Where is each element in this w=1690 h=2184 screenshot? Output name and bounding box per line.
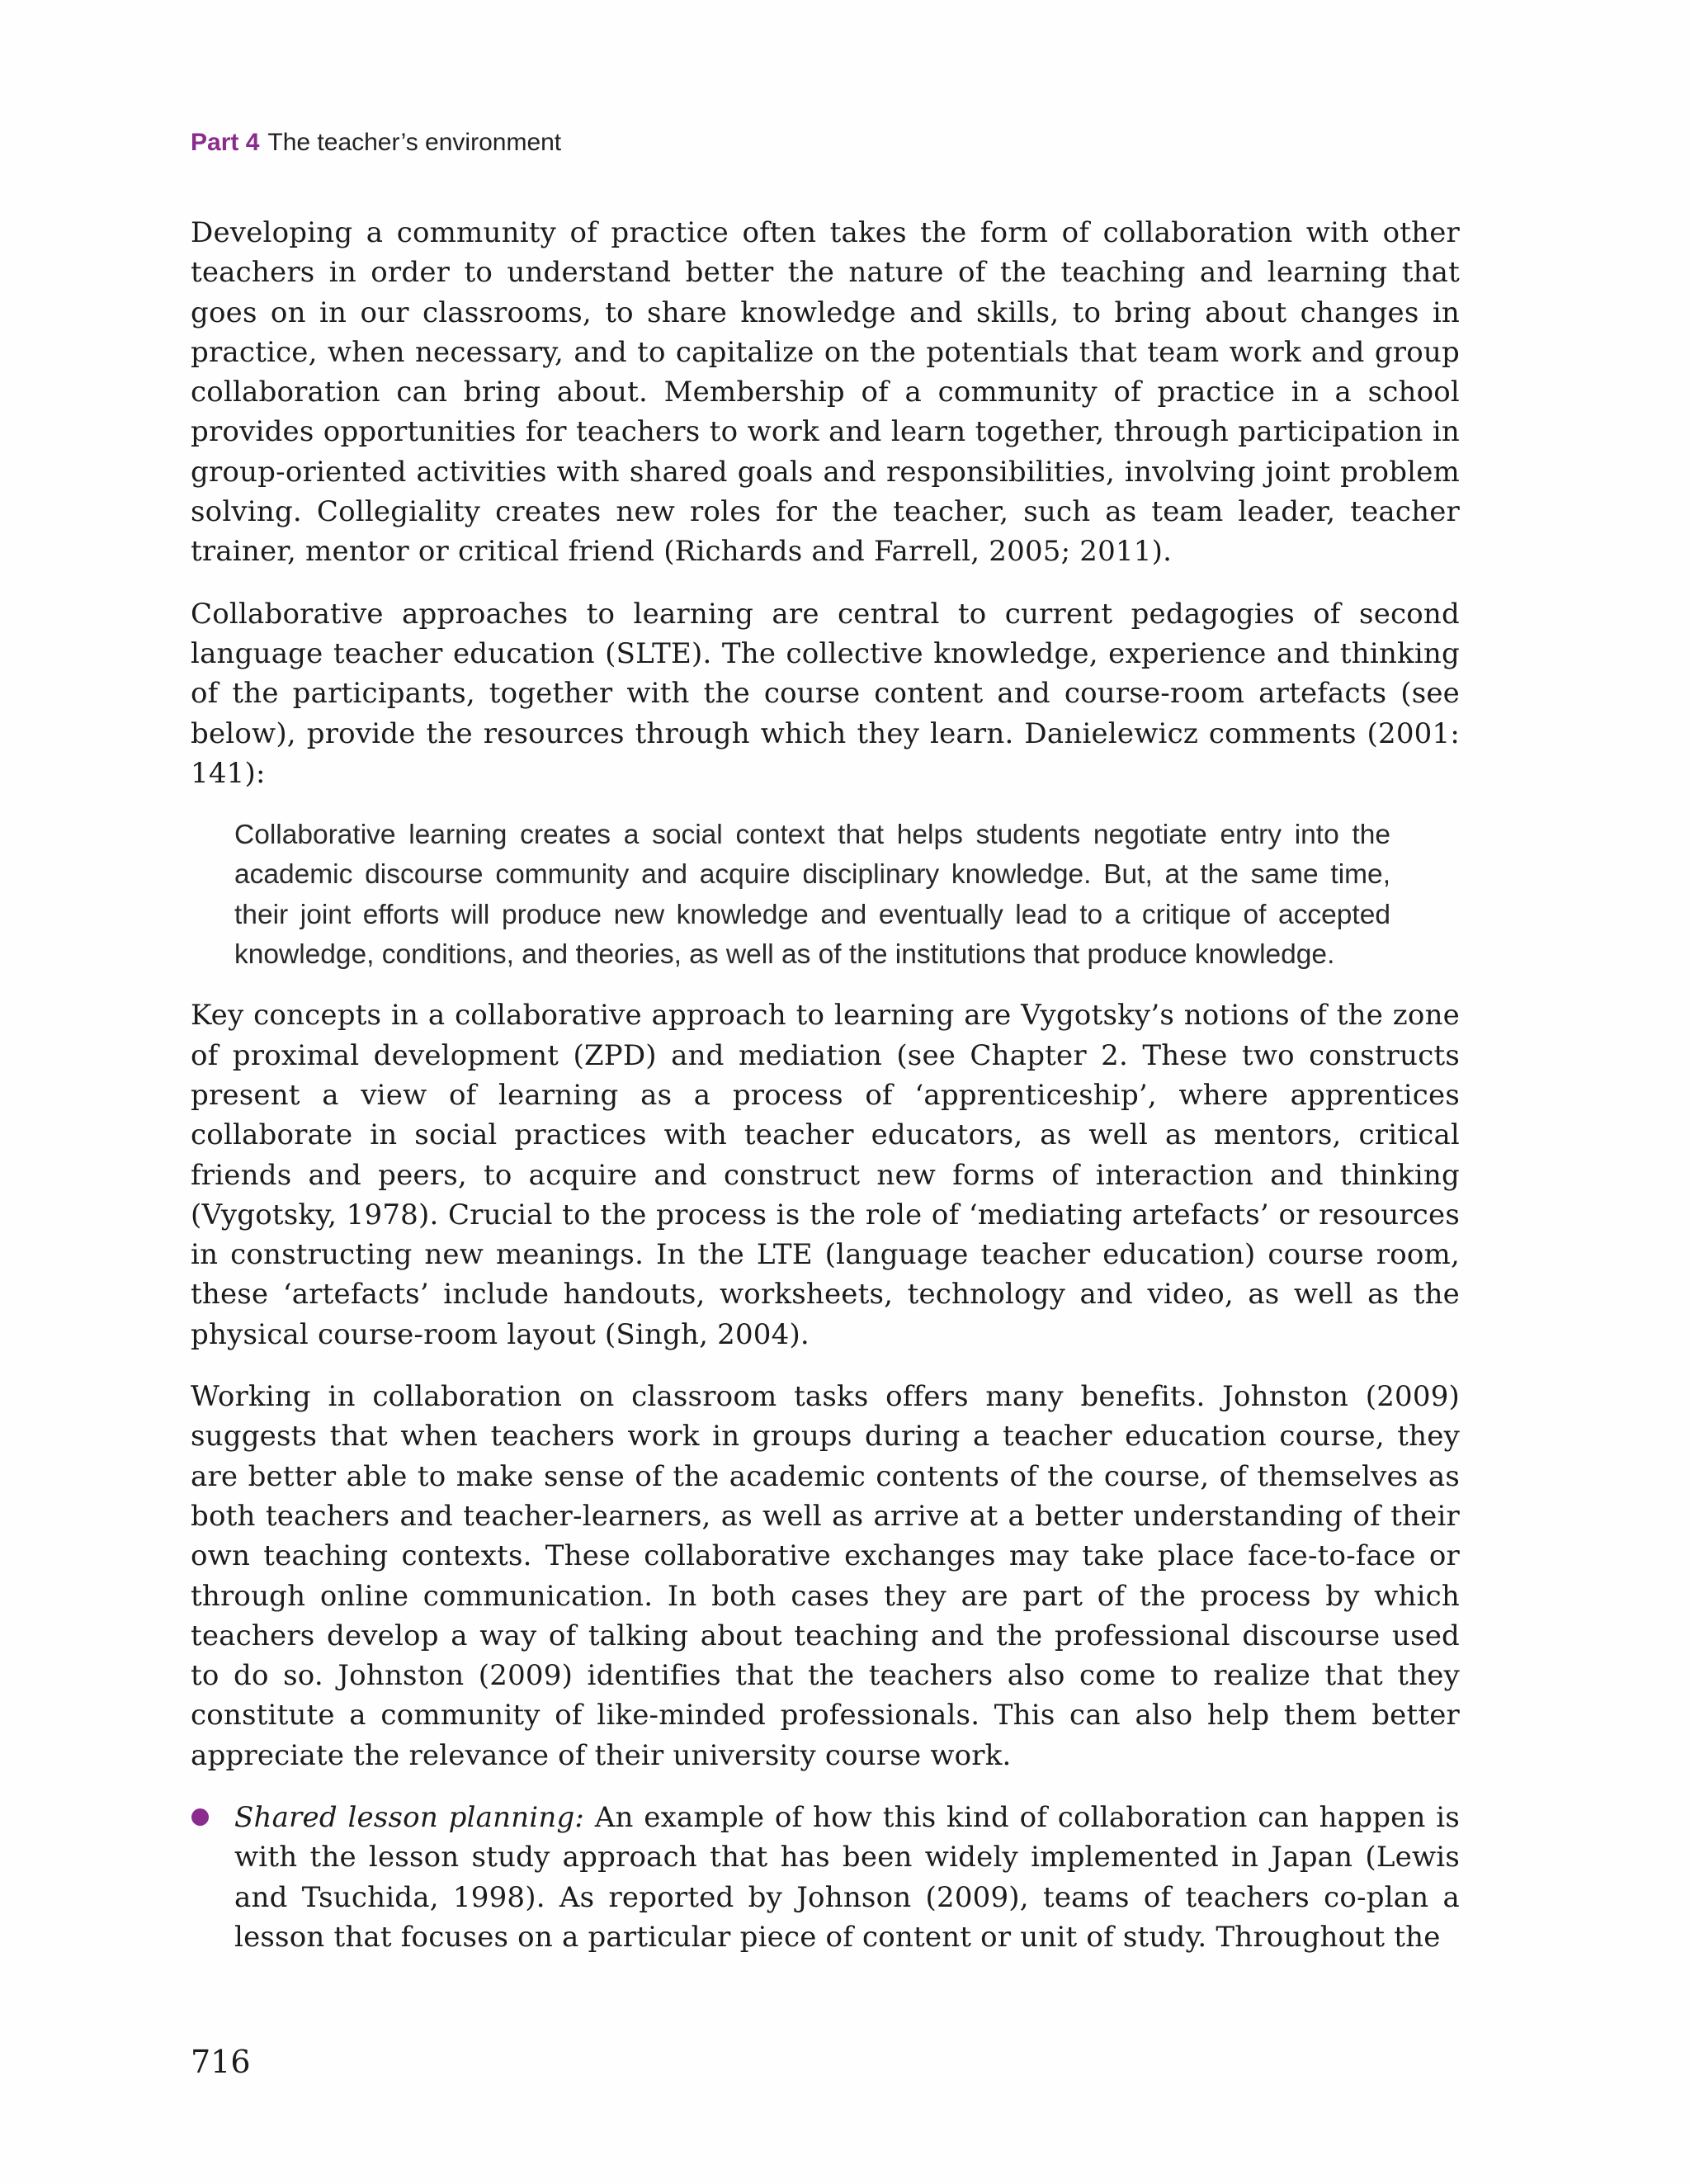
bullet-dot-icon bbox=[191, 1808, 209, 1826]
paragraph-key-concepts: Key concepts in a collaborative approach to learning are Vygotsky’s notions of the zone of proximal development (ZPD) and mediation (see Chapter 2. These two constructs present a view of learning as a process of ‘apprenticeship’, where apprentices collaborate in social practices with teacher educators, as well as mentors, critical friends and peers, to acquire and construct new forms of interaction and thinking (Vygotsky, 1978). Crucial to the process is the role of ‘mediating artefacts’ or resources in constructing new meanings. In the LTE (language teacher education) course room, these ‘artefacts’ include handouts, worksheets, technology and video, as well as the physical course-room layout (Singh, 2004). bbox=[191, 999, 1460, 1351]
body-text bbox=[191, 213, 1460, 1979]
paragraph-collaborative-approaches: Collaborative approaches to learning are central to current pedagogies of second language teacher education (SLTE). The collective knowledge, experience and thinking of the participants, together with the course content and course-room artefacts (see below), provide the resources through which they learn. Danielewicz comments (2001: 141): bbox=[191, 597, 1460, 790]
part-title: The teacher’s environment bbox=[267, 129, 562, 156]
paragraph-community-of-practice: Developing a community of practice often takes the form of collaboration with other teachers in order to understand better the nature of the teaching and learning that goes on in our classrooms, to share knowledge and skills, to bring about changes in practice, when necessary, and to capitalize on the potentials that team work and group collaboration can bring about. Membership of a community of practice in a school provides opportunities for teachers to work and learn together, through participation in group-oriented activities with shared goals and responsibilities, involving joint problem solving. Collegiality creates new roles for the teacher, such as team leader, teacher trainer, mentor or critical friend (Richards and Farrell, 2005; 2011). bbox=[191, 216, 1460, 569]
part-label: Part 4 bbox=[191, 129, 260, 156]
bullet-lead-text: Shared lesson planning: bbox=[234, 1800, 585, 1834]
bullet-item-shared-lesson-planning bbox=[191, 1798, 1460, 1957]
running-head bbox=[191, 129, 561, 157]
block-quote-danielewicz: Collaborative learning creates a social context that helps students negotiate entry into the academic discourse community and acquire disciplinary knowledge. But, at the same time, their joint efforts will produce new knowledge and eventually lead to a critique of accepted knowledge, conditions, and theories, as well as of the institutions that produce knowledge. bbox=[234, 820, 1390, 971]
bullet-body-text: An example of how this kind of collaboration can happen is with the lesson study approach that has been widely implemented in Japan (Lewis and Tsuchida, 1998). As reported by Johnson (2009), teams of teachers co-plan a lesson that focuses on a particular piece of content or unit of study. Throughout the bbox=[234, 1800, 1460, 1954]
paragraph-working-in-collaboration: Working in collaboration on classroom tasks offers many benefits. Johnston (2009) suggests that when teachers work in groups during a teacher education course, they are better able to make sense of the academic contents of the course, of themselves as both teachers and teacher-learners, as well as arrive at a better understanding of their own teaching contexts. These collaborative exchanges may take place face-to-face or through online communication. In both cases they are part of the process by which teachers develop a way of talking about teaching and the professional discourse used to do so. Johnston (2009) identifies that the teachers also come to realize that they constitute a community of like-minded professionals. This can also help them better appreciate the relevance of their university course work. bbox=[191, 1380, 1460, 1772]
page-number: 716 bbox=[191, 2044, 251, 2080]
